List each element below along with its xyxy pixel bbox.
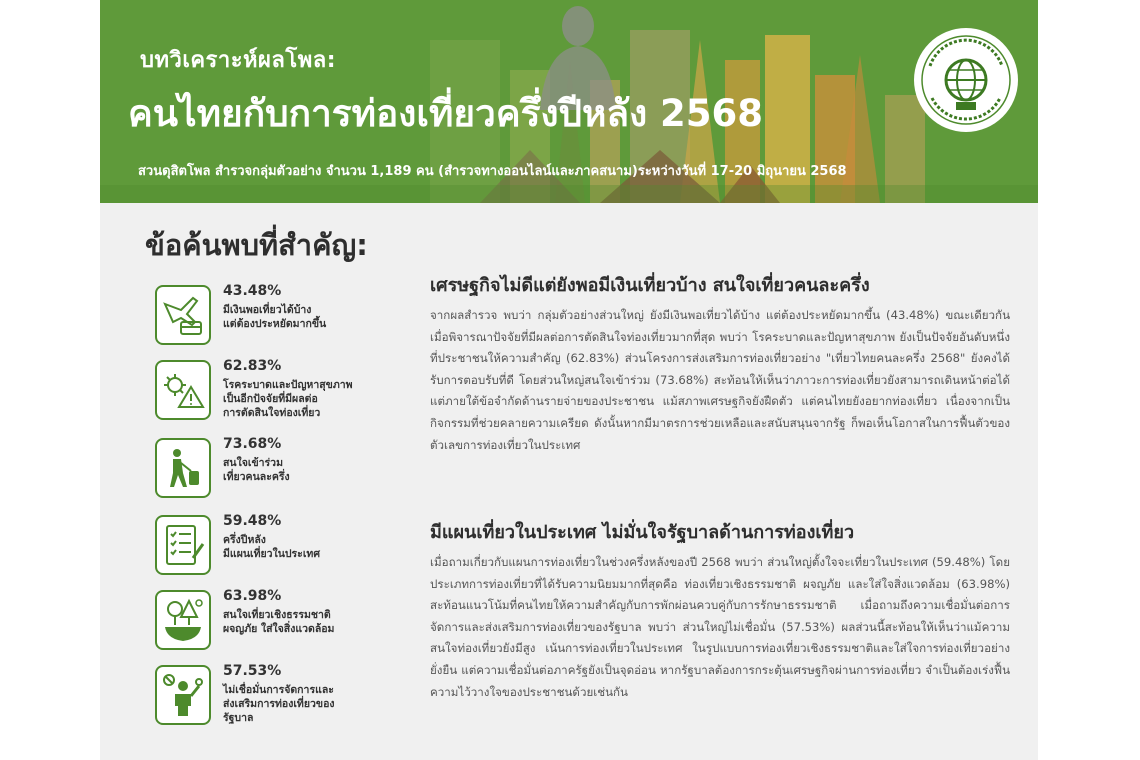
- key-findings-title: ข้อค้นพบที่สำคัญ:: [145, 228, 368, 262]
- stat-description: [223, 303, 388, 331]
- stat-description: [223, 533, 388, 561]
- stat-line: ส่งเสริมการท่องเที่ยวของ: [223, 698, 335, 710]
- stat-description: [223, 608, 388, 636]
- stat-item: [155, 590, 385, 654]
- stat-line: การตัดสินใจท่องเที่ยว: [223, 407, 321, 419]
- stat-line: เที่ยวคนละครึ่ง: [223, 471, 290, 483]
- stat-line: ครึ่งปีหลัง: [223, 534, 266, 546]
- stat-item: [155, 515, 385, 579]
- stat-value: 62.83%: [223, 358, 282, 374]
- article-heading: เศรษฐกิจไม่ดีแต่ยังพอมีเงินเที่ยวบ้าง สนใจเที่ยวคนละครึ่ง: [430, 275, 870, 296]
- stat-line: สนใจเที่ยวเชิงธรรมชาติ: [223, 609, 331, 621]
- article-economy: [430, 270, 1010, 456]
- stat-value: 63.98%: [223, 588, 282, 604]
- stat-item: [155, 285, 385, 349]
- virus-warning-icon: [155, 360, 211, 420]
- stat-item: [155, 360, 385, 424]
- stat-line: ไม่เชื่อมั่นการจัดการและ: [223, 684, 334, 696]
- university-logo: [912, 26, 1020, 134]
- stat-line: มีเงินพอเที่ยวได้บ้าง: [223, 304, 312, 316]
- article-body: จากผลสำรวจ พบว่า กลุ่มตัวอย่างส่วนใหญ่ ยังมีเงินพอเที่ยวได้บ้าง แต่ต้องประหยัดมากขึ้น (43.48%) ขณะเดียวกันเมื่อพิจารณาปัจจัยที่มีผลต่อการตัดสินใจท่องเที่ยวมากที่สุด พบว่า โรคระบาดและปัญหาสุขภาพ ยังเป็นปัจจัยอันดับหนึ่งที่ประชาชนให้ความสำคัญ (62.83%) ส่วนโครงการส่งเสริมการท่องเที่ยวอย่าง "เที่ยวไทยคนละครึ่ง 2568" ยังคงได้รับการตอบรับที่ดี โดยส่วนใหญ่สนใจเข้าร่วม (73.68%) สะท้อนให้เห็นว่าภาวะการท่องเที่ยวยังสามารถเดินหน้าต่อได้ แต่ภายใต้ข้อจำกัดด้านรายจ่ายของประชาชน แม้สภาพเศรษฐกิจยังฝืดตัว แต่คนไทยยังอยากท่องเที่ยว เนื่องจากเป็นกิจกรรมที่ช่วยคลายความเครียด ดังนั้นหากมีมาตรการช่วยเหลือและสนับสนุนจากรัฐ ก็พอเห็นโอกาสในการฟื้นตัวของตัวเลขการท่องเที่ยวในประเทศ: [430, 308, 1010, 452]
- article-body: เมื่อถามเกี่ยวกับแผนการท่องเที่ยวในช่วงครึ่งหลังของปี 2568 พบว่า ส่วนใหญ่ตั้งใจจะเที่ยวในประเทศ (59.48%) โดยประเภทการท่องเที่ยวที่ได้รับความนิยมมากที่สุดคือ ท่องเที่ยวเชิงธรรมชาติ ผจญภัย และใส่ใจสิ่งแวดล้อม (63.98%) สะท้อนแนวโน้มที่คนไทยให้ความสำคัญกับการพักผ่อนควบคู่กับการรักษาธรรมชาติ เมื่อถามถึงความเชื่อมั่นต่อการจัดการและส่งเสริมการท่องเที่ยวของรัฐบาล พบว่า ส่วนใหญ่ไม่เชื่อมั่น (57.53%) ผลส่วนนี้สะท้อนให้เห็นว่าแม้ความสนใจท่องเที่ยวยังมีสูง เน้นการท่องเที่ยวในประเทศ ในรูปแบบการท่องเที่ยวเชิงธรรมชาติและใส่ใจการท่องเที่ยวอย่างยั่งยืน แต่ความเชื่อมั่นต่อภาครัฐยังเป็นจุดอ่อน หากรัฐบาลต้องการกระตุ้นเศรษฐกิจผ่านการท่องเที่ยว จำเป็นต้องเร่งฟื้นความไว้วางใจของประชาชนด้วยเช่นกัน: [430, 555, 1010, 699]
- stat-value: 43.48%: [223, 283, 282, 299]
- page-title: คนไทยกับการท่องเที่ยวครึ่งปีหลัง 2568: [128, 92, 763, 135]
- person-doubt-icon: [155, 665, 211, 725]
- stat-line: ผจญภัย ใส่ใจสิ่งแวดล้อม: [223, 623, 335, 635]
- infographic-poster: [100, 0, 1038, 760]
- checklist-plan-icon: [155, 515, 211, 575]
- stat-description: [223, 456, 388, 484]
- stat-line: รัฐบาล: [223, 712, 254, 724]
- kicker-text: บทวิเคราะห์ผลโพล:: [140, 48, 337, 73]
- survey-byline: สวนดุสิตโพล สำรวจกลุ่มตัวอย่าง จำนวน 1,189 คน (สำรวจทางออนไลน์และภาคสนาม)ระหว่างวันที่ 17-20 มิถุนายน 2568: [138, 164, 847, 179]
- stat-line: โรคระบาดและปัญหาสุขภาพ: [223, 379, 353, 391]
- stat-description: [223, 683, 388, 725]
- stat-line: สนใจเข้าร่วม: [223, 457, 283, 469]
- travel-wallet-icon: [155, 285, 211, 345]
- stat-value: 59.48%: [223, 513, 282, 529]
- article-heading: มีแผนเที่ยวในประเทศ ไม่มั่นใจรัฐบาลด้านการท่องเที่ยว: [430, 522, 855, 543]
- nature-tree-icon: [155, 590, 211, 650]
- stat-value: 57.53%: [223, 663, 282, 679]
- stat-description: [223, 378, 388, 420]
- stat-line: แต่ต้องประหยัดมากขึ้น: [223, 318, 327, 330]
- stat-value: 73.68%: [223, 436, 282, 452]
- stat-item: [155, 438, 385, 502]
- article-domestic-travel: [430, 517, 1010, 703]
- stat-line: เป็นอีกปัจจัยที่มีผลต่อ: [223, 393, 318, 405]
- stat-item: [155, 665, 385, 729]
- stat-line: มีแผนเที่ยวในประเทศ: [223, 548, 321, 560]
- header-banner: [100, 0, 1038, 203]
- traveler-luggage-icon: [155, 438, 211, 498]
